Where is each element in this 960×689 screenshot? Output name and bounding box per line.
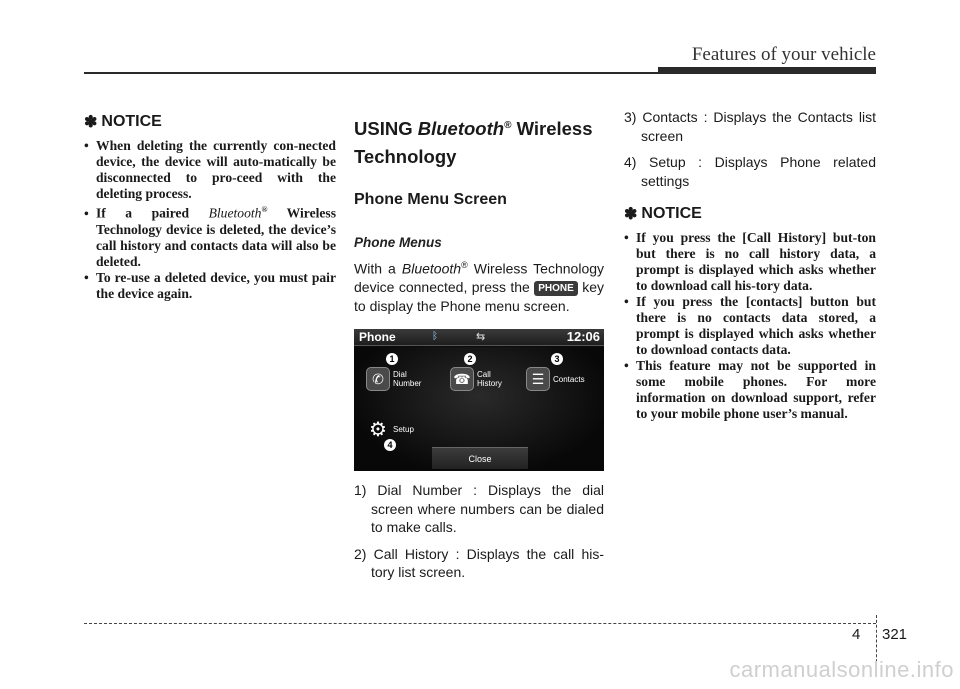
notice-bullet: • To re-use a deleted device, you must pair the device again. [84, 269, 336, 301]
screen-clock: 12:06 [566, 329, 600, 345]
intro-paragraph: With a Bluetooth® Wireless Technology device connected, press the PHONE key to display the Phone menu screen. [354, 260, 605, 314]
section-title: USING Bluetooth® Wireless Technology [354, 118, 593, 168]
call-history-icon: ☎ [450, 367, 474, 391]
bluetooth-icon: ᛒ [432, 331, 438, 343]
close-button: Close [432, 447, 528, 469]
callout-2: 2 [464, 353, 476, 365]
right-column [624, 108, 876, 422]
notice-bullet: • If a paired Bluetooth® Wireless Technology device is deleted, the device’s call history and contacts data will also be deleted. [84, 205, 336, 269]
menu-call-history: ☎ Call History [450, 367, 502, 391]
menu-setup: ⚙ Setup [366, 417, 414, 441]
footer-rule [84, 623, 876, 624]
callout-1: 1 [386, 353, 398, 365]
header-rule [84, 72, 876, 74]
list-item: 2) Call History : Displays the call his-tory list screen. [354, 545, 604, 581]
callout-3: 3 [551, 353, 563, 365]
page-number: 321 [882, 626, 908, 643]
screen-title: Phone [359, 330, 396, 345]
notice-bullet: • This feature may not be supported in some mobile phones. For more information on download support, refer to your mobile phone user’s manual. [624, 358, 876, 421]
phone-menu-screenshot [354, 329, 604, 471]
list-item: 3) Contacts : Displays the Contacts list screen [624, 109, 876, 144]
contacts-icon: ☰ [526, 367, 550, 391]
notice-bullet: • When deleting the currently con-nected device, the device will auto-matically be disconnected to pro-ceed with the deleting process. [84, 138, 336, 201]
notice-heading: ✽ NOTICE [84, 113, 162, 131]
screen-status-bar [354, 329, 604, 346]
notice-star-icon: ✽ [84, 114, 98, 131]
notice-heading: ✽ NOTICE [624, 205, 702, 223]
notice-star-icon: ✽ [624, 206, 638, 223]
chapter-number: 4 [852, 626, 861, 643]
subsubsection-title: Phone Menus [354, 235, 442, 251]
middle-column [354, 108, 604, 590]
gear-icon: ⚙ [369, 418, 387, 441]
phone-handset-icon: ✆ [366, 367, 390, 391]
notice-bullets [624, 230, 876, 422]
menu-description-list [354, 481, 604, 582]
watermark: carmanualsonline.info [729, 657, 954, 682]
usb-icon: ⇆ [476, 331, 486, 344]
notice-bullet: • If you press the [Call History] but-ton but there is no call history data, a prompt is displayed which asks whether to download call his-tory data. [624, 230, 876, 293]
subsection-title: Phone Menu Screen [354, 191, 507, 209]
list-item: 1) Dial Number : Displays the dial screen where numbers can be dialed to make calls. [354, 482, 604, 536]
left-column [84, 108, 336, 302]
running-header: Features of your vehicle [691, 44, 876, 65]
notice-bullets [84, 138, 336, 302]
menu-description-list-continued [624, 108, 876, 190]
notice-bullet: • If you press the [contacts] button but there is no contacts data stored, a prompt is displayed which asks whether to download contacts data. [624, 294, 876, 357]
menu-dial-number: ✆ Dial Number [366, 367, 421, 391]
menu-contacts: ☰ Contacts [526, 367, 585, 391]
callout-4: 4 [384, 439, 396, 451]
list-item: 4) Setup : Displays Phone related settings [624, 154, 876, 189]
phone-key-badge: PHONE [534, 281, 578, 296]
